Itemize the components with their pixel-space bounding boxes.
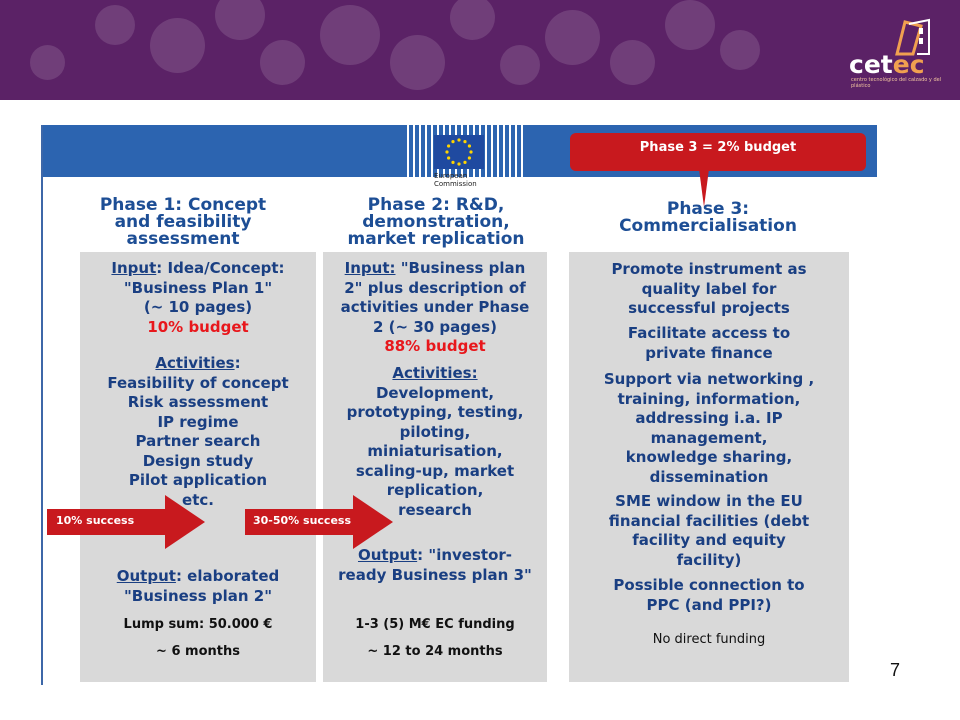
phase2-column: [323, 252, 547, 682]
phase2-activities: Activities: Development, prototyping, testing, piloting, miniaturisation, scaling-up, market replication, research: [346, 364, 524, 519]
phase3-item-5: Possible connection to PPC (and PPI?): [613, 576, 805, 614]
arrow-label-1: 10% success: [56, 514, 135, 527]
decor-bubble: [95, 5, 135, 45]
phase2-input: Input: "Business plan 2" plus description of activities under Phase 2 (~ 30 pages) 88% budget: [323, 259, 547, 357]
phase1-activities: Activities: Feasibility of concept Risk assessment IP regime Partner search Design study Pilot application etc.: [107, 354, 289, 509]
ec-label: European Commission: [434, 172, 477, 188]
decor-bubble: [320, 5, 380, 65]
phase1-column: [80, 252, 316, 682]
decor-bubble: [390, 35, 445, 90]
decor-bubble: [260, 40, 305, 85]
decor-bubble: [30, 45, 65, 80]
european-commission-logo: [403, 125, 525, 195]
phase1-duration: ~ 6 months: [156, 644, 240, 659]
phase3-title: Phase 3: Commercialisation: [619, 199, 797, 236]
decor-bubble: [610, 40, 655, 85]
callout-text: Phase 3 = 2% budget: [639, 140, 797, 155]
phase3-item-2: Facilitate access to private finance: [627, 324, 791, 362]
phase2-funding: 1-3 (5) M€ EC funding: [355, 617, 515, 632]
logo-subtitle: centro tecnológico del calzado y del plástico: [851, 77, 942, 89]
phase3-item-1: Promote instrument as quality label for successful projects: [611, 260, 807, 317]
decor-bubble: [665, 0, 715, 50]
phase1-budget: 10% budget: [147, 317, 249, 336]
phase3-item-3: Support via networking , training, information, addressing i.a. IP management, knowledge sharing, dissemination: [603, 370, 815, 486]
arrow-label-2: 30-50% success: [253, 514, 352, 527]
cetec-logo: [835, 12, 945, 92]
decor-bubble: [720, 30, 760, 70]
success-arrow-1: [47, 495, 207, 549]
decor-bubble: [545, 10, 600, 65]
decor-bubble: [150, 18, 205, 73]
phase1-output: Output: elaborated "Business plan 2": [116, 567, 280, 605]
phase2-budget: 88% budget: [384, 337, 486, 355]
phase1-input: Input: Idea/Concept: "Business Plan 1" (~ 10 pages) 10% budget: [80, 259, 316, 337]
phase2-duration: ~ 12 to 24 months: [367, 644, 503, 659]
decor-bubble: [215, 0, 265, 40]
eu-flag-icon: [434, 135, 484, 169]
page-number: 7: [890, 660, 901, 680]
phase2-title: Phase 2: R&D, demonstration, market replication: [347, 195, 525, 249]
decor-bubble: [500, 45, 540, 85]
logo-wordmark: cetec: [849, 50, 925, 79]
phase3-budget-callout: [570, 133, 866, 171]
phase3-item-4: SME window in the EU financial facilities (debt facility and equity facility): [608, 492, 810, 569]
decor-bubble: [450, 0, 495, 40]
phase3-funding: No direct funding: [652, 632, 766, 647]
phase1-title: Phase 1: Concept and feasibility assessment: [99, 195, 267, 249]
success-arrow-2: [245, 495, 395, 549]
phase-diagram: [43, 125, 877, 685]
phase2-output: Output: "investor- ready Business plan 3": [338, 546, 532, 584]
phase1-funding: Lump sum: 50.000 €: [123, 617, 273, 632]
phase3-column: [569, 252, 849, 682]
header-banner: [0, 0, 960, 100]
